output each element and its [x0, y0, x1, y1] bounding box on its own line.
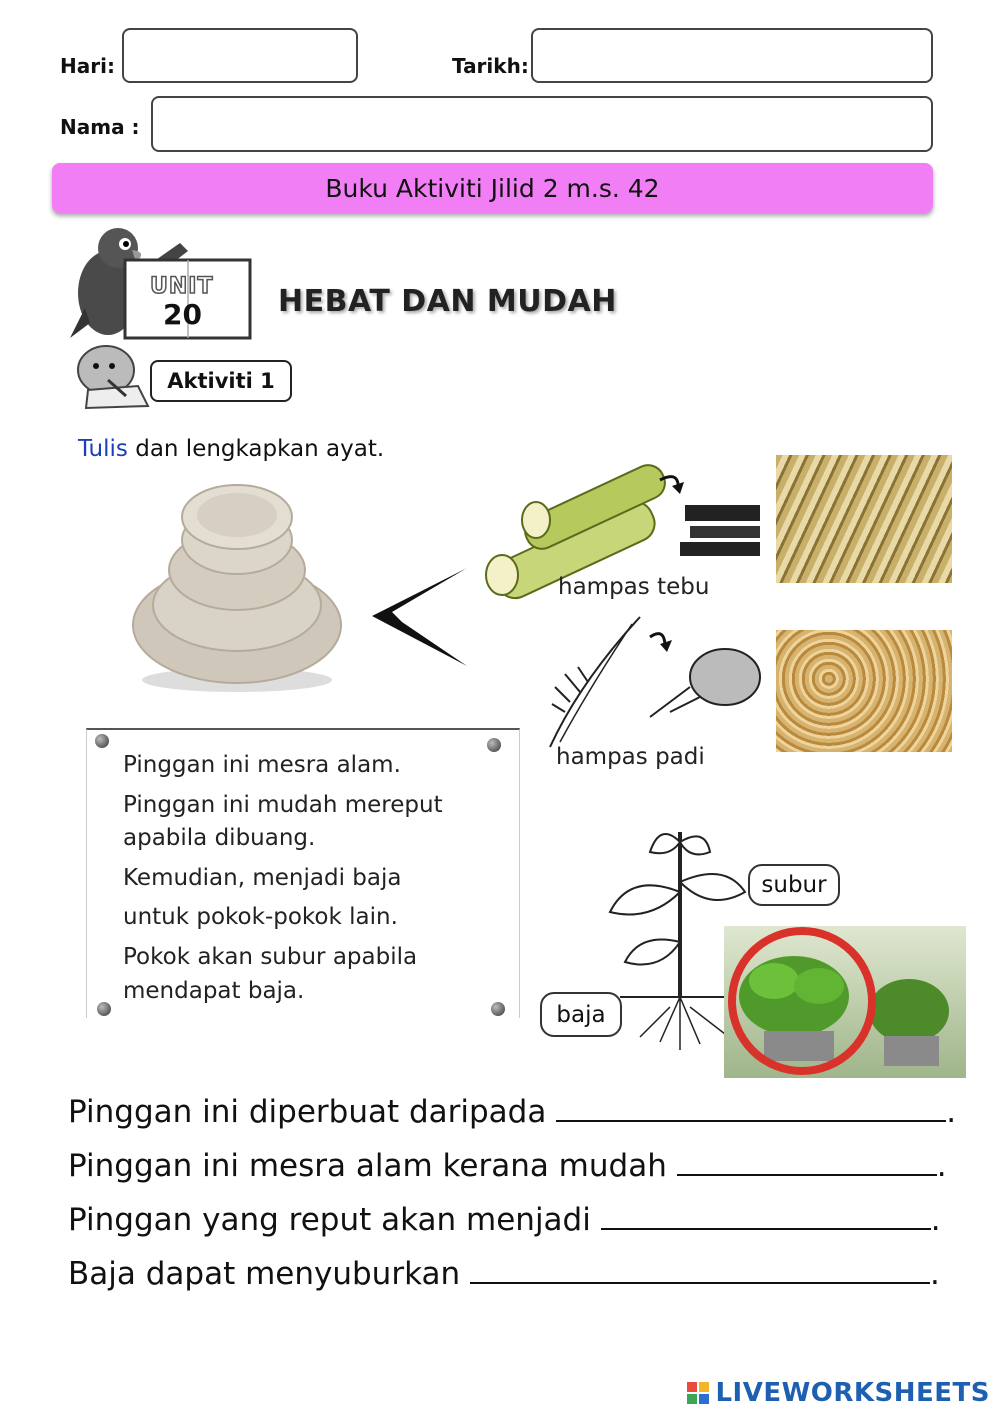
activity-label: Aktiviti 1 — [150, 360, 292, 402]
unit-title: HEBAT DAN MUDAH — [278, 284, 617, 319]
answer-blank-4[interactable] — [470, 1254, 930, 1284]
rice-caption: hampas padi — [556, 744, 705, 770]
arrow-left-icon — [362, 566, 472, 670]
question-text: Pinggan yang reput akan menjadi — [68, 1202, 601, 1238]
pin-icon — [487, 738, 501, 752]
question-end: . — [929, 1256, 940, 1292]
note-line: untuk pokok-pokok lain. — [123, 904, 398, 930]
nama-field[interactable] — [151, 96, 933, 152]
question-text: Baja dapat menyuburkan — [68, 1256, 470, 1292]
note-line: mendapat baja. — [123, 978, 305, 1004]
hamster-writing-icon — [68, 340, 158, 412]
question-2 — [68, 1146, 947, 1184]
unit-number: 20 — [163, 298, 202, 331]
fertilizer-tag: baja — [540, 992, 622, 1037]
instruction-rest: dan lengkapkan ayat. — [127, 436, 385, 462]
rice-husk-photo — [776, 630, 952, 752]
question-text: Pinggan ini diperbuat daripada — [68, 1094, 557, 1130]
unit-badge-word: UNIT — [150, 274, 214, 299]
rice-plant-image — [540, 612, 770, 752]
tarikh-field[interactable] — [531, 28, 933, 83]
nama-label: Nama : — [60, 115, 140, 139]
sugarcane-caption: hampas tebu — [558, 574, 710, 600]
question-3 — [68, 1200, 941, 1238]
note-line: Pokok akan subur apabila — [123, 944, 418, 970]
bagasse-photo — [776, 455, 952, 583]
instruction-verb: Tulis — [78, 436, 128, 462]
instruction — [78, 436, 384, 462]
question-end: . — [930, 1202, 941, 1238]
question-4 — [68, 1254, 940, 1292]
info-note-card — [86, 728, 520, 1018]
question-end: . — [936, 1148, 947, 1184]
hari-field[interactable] — [122, 28, 358, 83]
answer-blank-2[interactable] — [677, 1146, 937, 1176]
liveworksheets-brand — [687, 1378, 990, 1408]
fertile-tag: subur — [748, 864, 840, 906]
note-line: Pinggan ini mesra alam. — [123, 752, 401, 778]
note-line: Pinggan ini mudah mereput — [123, 792, 443, 818]
healthy-plant-photo — [724, 926, 966, 1078]
liveworksheets-logo-icon — [687, 1382, 709, 1404]
tarikh-label: Tarikh: — [452, 54, 529, 78]
hari-label: Hari: — [60, 54, 115, 78]
brand-name: LIVEWORKSHEETS — [715, 1378, 990, 1408]
question-end: . — [946, 1094, 957, 1130]
note-line: apabila dibuang. — [123, 825, 316, 851]
answer-blank-1[interactable] — [556, 1092, 946, 1122]
note-line: Kemudian, menjadi baja — [123, 865, 402, 891]
pin-icon — [97, 1002, 111, 1016]
stacked-plates-image — [130, 475, 345, 697]
book-reference-banner: Buku Aktiviti Jilid 2 m.s. 42 — [52, 163, 933, 213]
answer-blank-3[interactable] — [601, 1200, 931, 1230]
question-text: Pinggan ini mesra alam kerana mudah — [68, 1148, 677, 1184]
pin-icon — [95, 734, 109, 748]
question-1 — [68, 1092, 956, 1130]
pin-icon — [491, 1002, 505, 1016]
